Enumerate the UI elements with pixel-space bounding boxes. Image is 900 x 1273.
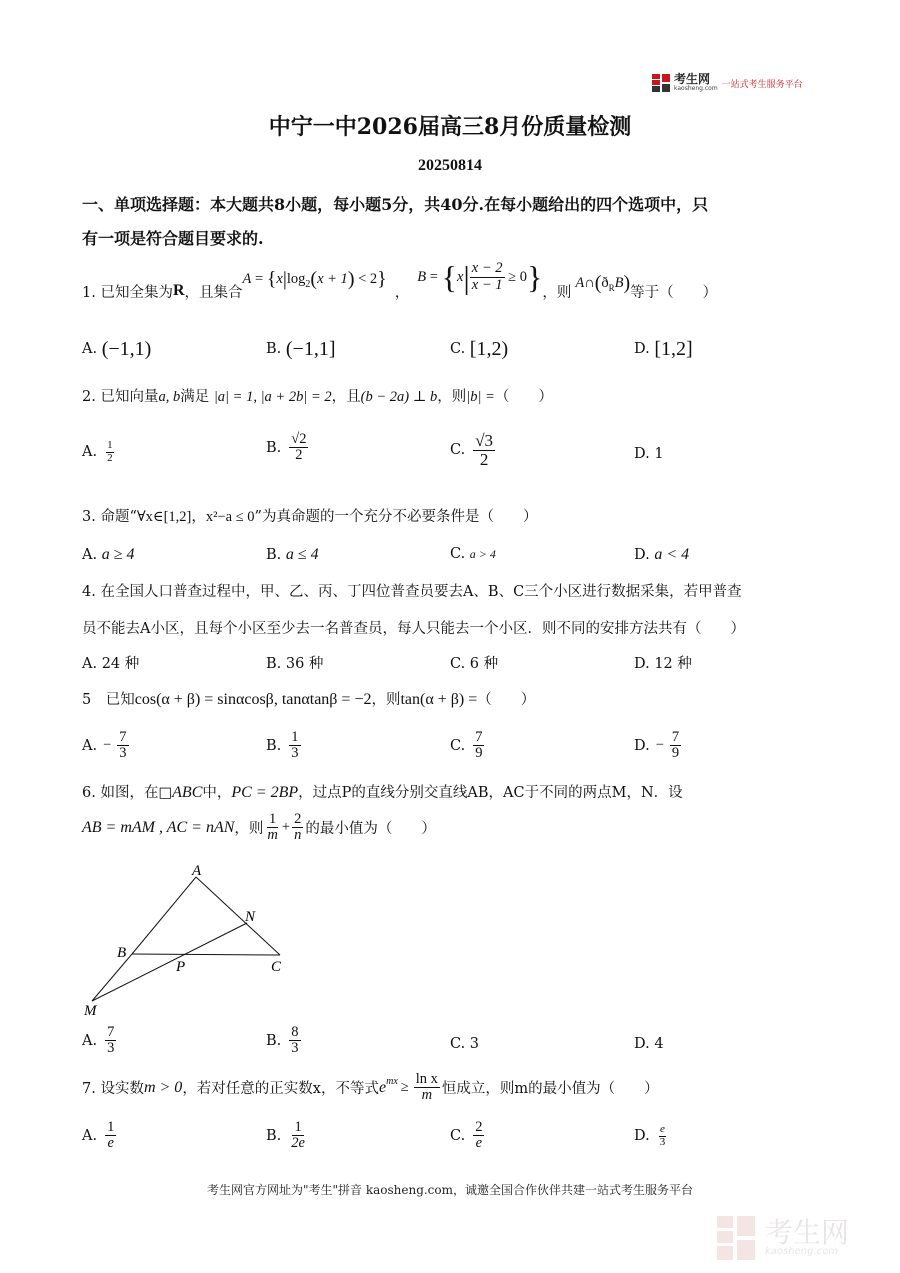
question-4-line1: 4. 在全国人口普查过程中，甲、乙、丙、丁四位普查员要去A、B、C三个小区进行数据采集，若甲普查 bbox=[82, 584, 742, 600]
label-a: A bbox=[192, 863, 202, 879]
question-4-line2: 员不能去A小区，且每个小区至少去一名普查员，每人只能去一个小区．则不同的安排方法共有（ ） bbox=[82, 621, 745, 637]
q6-option-b[interactable]: B. $\frac{8}{3}$ bbox=[266, 1024, 299, 1057]
page-footer: 考生网官方网址为"考生"拼音 kaosheng.com，诚邀全国合作伙伴共建一站式考生服务平台 bbox=[206, 1183, 694, 1197]
q6-triangle-figure bbox=[80, 858, 300, 1020]
label-n: N bbox=[245, 909, 256, 925]
logo-domain: kaosheng.com bbox=[674, 85, 718, 92]
label-m: M bbox=[84, 1003, 97, 1019]
q7-option-a[interactable]: A. $\frac{1}{e}$ bbox=[82, 1119, 115, 1152]
section-heading-line1: 一、单项选择题：本大题共8小题，每小题5分，共40分.在每小题给出的四个选项中，只 bbox=[82, 195, 709, 214]
watermark-logo-icon bbox=[717, 1216, 757, 1260]
q4-option-d[interactable]: D. 12 种 bbox=[634, 656, 692, 672]
q2-option-a[interactable]: A. $\frac{1}{2}$ bbox=[82, 439, 113, 464]
exam-date: 20250814 bbox=[418, 157, 482, 174]
q3-option-d[interactable]: D. a < 4 bbox=[634, 546, 690, 563]
brand-logo[interactable] bbox=[652, 72, 803, 94]
question-7: 7. 设实数 m > 0 ，若对任意的正实数x，不等式 e $^{mx}$ ≥ $\frac{\text{ln x}}{m}$ 恒成立，则m的最小值为（ ） bbox=[82, 1071, 659, 1104]
line-mn bbox=[92, 923, 247, 1001]
q4-option-b[interactable]: B. 36 种 bbox=[266, 656, 324, 672]
q7-option-d[interactable]: D. $\frac{e}{3}$ bbox=[634, 1123, 666, 1148]
q3-option-c[interactable]: C. a > 4 bbox=[450, 546, 496, 562]
q2-option-d[interactable]: D. 1 bbox=[634, 446, 664, 462]
watermark bbox=[717, 1213, 887, 1263]
q5-option-c[interactable]: C. $\frac{7}{9}$ bbox=[450, 729, 483, 762]
q1-then: ，则 bbox=[542, 284, 572, 301]
q4-option-a[interactable]: A. 24 种 bbox=[82, 656, 140, 672]
q5-option-b[interactable]: B. $\frac{1}{3}$ bbox=[266, 729, 299, 762]
q3-option-b[interactable]: B. a ≤ 4 bbox=[266, 546, 319, 563]
q1-universal-set: R bbox=[172, 282, 185, 299]
question-6-line2: AB = mAM , AC = nAN ，则 $\frac{1}{m}$ + $\frac{2}{n}$ 的最小值为（ ） bbox=[82, 811, 436, 844]
line-ac bbox=[196, 877, 280, 955]
line-ab bbox=[132, 877, 196, 954]
logo-slogan: 一站式考生服务平台 bbox=[721, 79, 803, 90]
label-p: P bbox=[176, 959, 186, 975]
question-2: 2. 已知向量a, b满足 |a| = 1, |a + 2b| = 2，且(b − 2a) ⊥ b，则|b| =（ ） bbox=[82, 389, 553, 405]
watermark-name: 考生网 bbox=[765, 1216, 850, 1249]
q1-mid: ，且集合 bbox=[184, 284, 243, 301]
q1-ask: 等于（ ） bbox=[630, 284, 718, 301]
q1-option-d[interactable]: D. [1,2] bbox=[634, 338, 693, 360]
kaosheng-logo-icon bbox=[652, 74, 670, 92]
q1-option-c[interactable]: C. [1,2) bbox=[450, 338, 509, 360]
q2-option-c[interactable]: C. $\frac{√3}{2}$ bbox=[450, 431, 494, 469]
label-c: C bbox=[271, 959, 282, 975]
q1-prefix: 1. 已知全集为 bbox=[82, 284, 173, 301]
question-6-line1: 6. 如图，在□ABC中，PC = 2BP，过点P的直线分别交直线AB，AC于不同的两点M，N．设 bbox=[82, 784, 683, 801]
logo-name: 考生网 kaosheng.com bbox=[674, 72, 718, 92]
q7-option-c[interactable]: C. $\frac{2}{e}$ bbox=[450, 1119, 483, 1152]
question-1 bbox=[82, 258, 718, 316]
q1-option-a[interactable]: A. (−1,1) bbox=[82, 338, 152, 360]
line-bm bbox=[92, 954, 132, 1001]
q4-option-c[interactable]: C. 6 种 bbox=[450, 656, 499, 672]
watermark-domain: kaosheng.com bbox=[765, 1246, 838, 1257]
q1-set-A: $A = \{x|\log_2(x + 1) < 2\}$ bbox=[242, 267, 387, 290]
q6-option-c[interactable]: C. 3 bbox=[450, 1036, 480, 1052]
q1-expression: $A\cap(ð_RB)$ bbox=[575, 271, 631, 294]
q1-comma: ， bbox=[394, 284, 410, 301]
question-3: 3. 命题“∀x∈[1,2]，x²−a ≤ 0”为真命题的一个充分不必要条件是（ ） bbox=[82, 509, 538, 525]
q5-option-a[interactable]: A. − $\frac{7}{3}$ bbox=[82, 729, 127, 762]
question-5: 5 已知cos(α + β) = sinαcosβ, tanαtanβ = −2，则tan(α + β) =（ ） bbox=[82, 691, 536, 708]
q5-option-d[interactable]: D. − $\frac{7}{9}$ bbox=[634, 729, 680, 762]
q1-set-B: B = {x| $\frac{x - 2}{x - 1}$ ≥ 0} bbox=[417, 258, 543, 295]
q2-option-b[interactable]: B. $\frac{√2}{2}$ bbox=[266, 431, 307, 464]
q6-option-d[interactable]: D. 4 bbox=[634, 1036, 664, 1052]
section-heading-line2: 有一项是符合题目要求的. bbox=[82, 229, 264, 248]
line-bc bbox=[132, 954, 280, 955]
q6-option-a[interactable]: A. $\frac{7}{3}$ bbox=[82, 1024, 115, 1057]
label-b: B bbox=[117, 945, 127, 961]
q3-option-a[interactable]: A. a ≥ 4 bbox=[82, 546, 135, 563]
page-title: 中宁一中2026届高三8月份质量检测 bbox=[268, 114, 632, 140]
q7-option-b[interactable]: B. $\frac{1}{2e}$ bbox=[266, 1119, 305, 1152]
q1-option-b[interactable]: B. (−1,1] bbox=[266, 338, 336, 360]
